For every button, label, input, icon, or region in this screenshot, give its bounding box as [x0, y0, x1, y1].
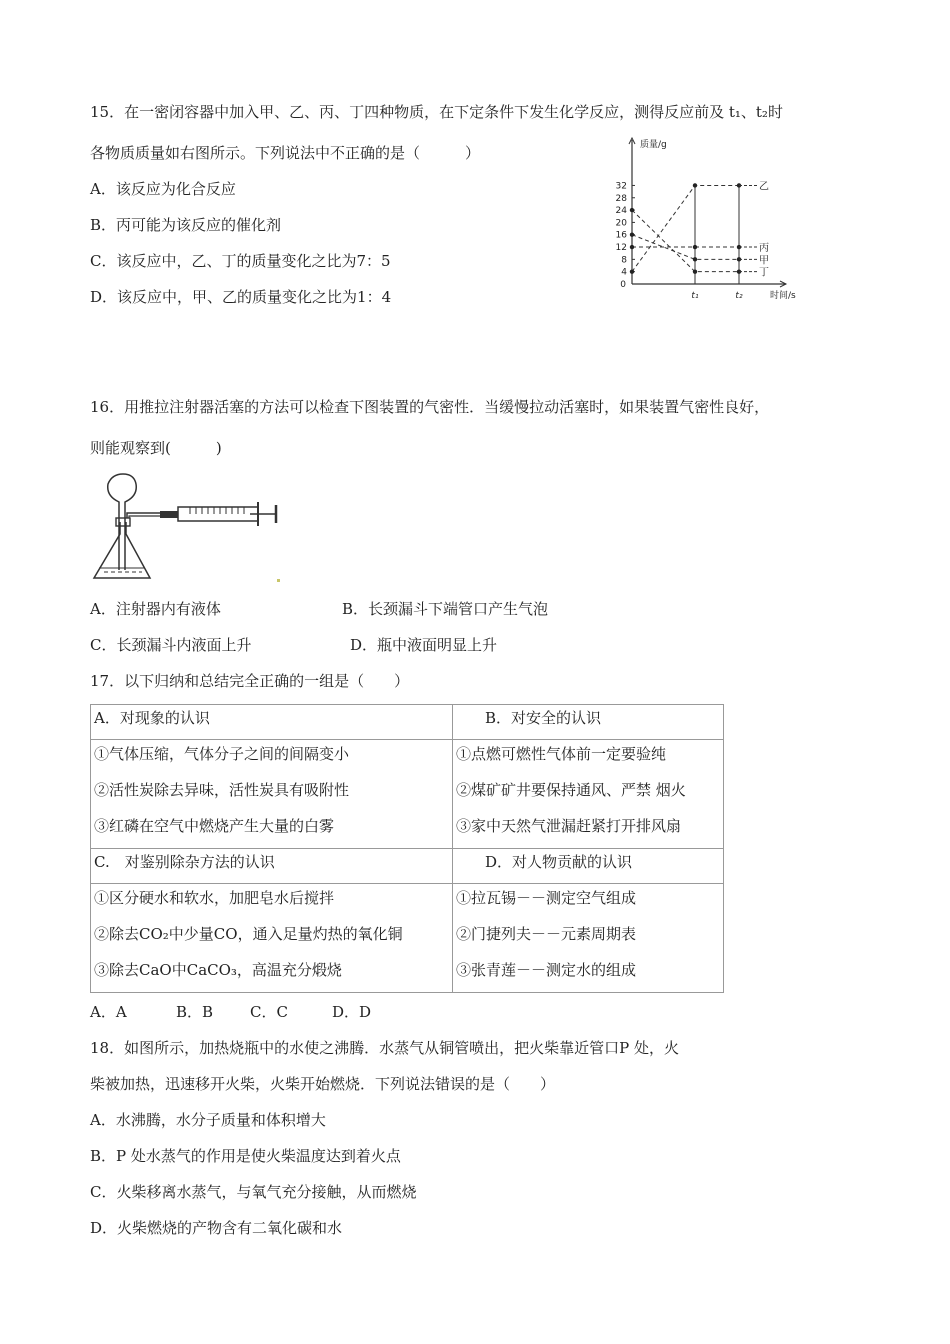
q18-stem-line2: 柴被加热，迅速移开火柴，火柴开始燃烧．下列说法错误的是（ ）: [90, 1075, 556, 1093]
long-neck-funnel: [108, 474, 137, 570]
data-point: [630, 208, 634, 212]
stray-dot: [277, 579, 280, 582]
data-point: [693, 257, 697, 261]
q18-option-a: A．水沸腾，水分子质量和体积增大: [90, 1111, 326, 1129]
q17-cell-c-items: [91, 884, 453, 993]
data-point: [630, 233, 634, 237]
q18-option-d: D．火柴燃烧的产物含有二氧化碳和水: [90, 1219, 343, 1237]
q17-b-item: ③家中天然气泄漏赶紧打开排风扇: [456, 817, 682, 835]
q16-option-d: D．瓶中液面明显上升: [350, 636, 498, 654]
rubber-stopper: [116, 518, 130, 526]
data-point: [693, 245, 697, 249]
data-point: [693, 183, 697, 187]
airtightness-apparatus-figure: [90, 472, 290, 587]
q16-stem-line1: 16．用推拉注射器活塞的方法可以检查下图装置的气密性．当缓慢拉动活塞时，如果装置气密性良好，: [90, 398, 770, 416]
q17-answer-d: D．D: [332, 1003, 372, 1021]
series-label: 甲: [759, 255, 769, 267]
q17-d-item: ③张青莲－－测定水的组成: [456, 961, 637, 979]
y-tick-label: 28: [615, 193, 627, 204]
series-line-乙: [632, 185, 739, 271]
y-tick-label: 32: [615, 181, 627, 192]
series-label: 丁: [759, 267, 769, 279]
q17-answer-a: A．A: [90, 1003, 127, 1021]
origin-label: 0: [620, 280, 626, 290]
q15-option-a: A．该反应为化合反应: [90, 180, 236, 198]
y-tick-label: 20: [615, 218, 627, 229]
x-tick-label: t₁: [691, 291, 699, 301]
q17-cell-b-title: B．对安全的认识: [453, 705, 724, 740]
y-tick-label: 12: [615, 243, 627, 254]
q18-option-c: C．火柴移离水蒸气，与氧气充分接触，从而燃烧: [90, 1183, 417, 1201]
y-tick-label: 24: [615, 206, 627, 217]
data-point: [630, 269, 634, 273]
q17-c-item: ①区分硬水和软水，加肥皂水后搅拌: [94, 889, 335, 907]
q17-cell-d-title: D．对人物贡献的认识: [453, 849, 724, 884]
q17-stem: 17．以下归纳和总结完全正确的一组是（ ）: [90, 672, 410, 690]
q17-cell-c-title: C. 对鉴别除杂方法的认识: [91, 849, 453, 884]
q16-option-a: A．注射器内有液体: [90, 600, 221, 618]
q17-summary-table: [90, 704, 724, 993]
q17-c-item: ③除去CaO中CaCO₃，高温充分煅烧: [94, 961, 342, 979]
y-tick-label: 4: [621, 267, 627, 278]
q17-b-item: ②煤矿矿井要保持通风、严禁 烟火: [456, 781, 686, 799]
q17-b-item: ①点燃可燃性气体前一定要验纯: [456, 745, 667, 763]
y-tick-label: 16: [615, 230, 627, 241]
q15-stem-line2: 各物质质量如右图所示。下列说法中不正确的是（ ）: [90, 144, 481, 162]
q17-c-item: ②除去CO₂中少量CO，通入足量灼热的氧化铜: [94, 925, 403, 943]
q17-a-item: ②活性炭除去异味，活性炭具有吸附性: [94, 781, 350, 799]
q16-stem-line2: 则能观察到( ): [90, 439, 222, 457]
q17-cell-a-title: A．对现象的认识: [91, 705, 453, 740]
conical-flask: [94, 522, 150, 578]
q17-a-item: ③红磷在空气中燃烧产生大量的白雾: [94, 817, 335, 835]
q17-answer-c: C．C: [250, 1003, 288, 1021]
q15-stem-line1: 15．在一密闭容器中加入甲、乙、丙、丁四种物质，在下定条件下发生化学反应，测得反应前及 t₁、t₂时: [90, 103, 783, 121]
q15-option-d: D．该反应中，甲、乙的质量变化之比为1：4: [90, 288, 392, 306]
q16-option-b: B．长颈漏斗下端管口产生气泡: [342, 600, 549, 618]
data-point: [693, 269, 697, 273]
q17-cell-a-items: [91, 740, 453, 849]
q15-option-c: C．该反应中，乙、丁的质量变化之比为7：5: [90, 252, 391, 270]
q17-answer-b: B．B: [176, 1003, 214, 1021]
q18-stem-line1: 18．如图所示，加热烧瓶中的水使之沸腾．水蒸气从铜管喷出，把火柴靠近管口P 处，火: [90, 1039, 679, 1057]
q17-d-item: ①拉瓦锡－－测定空气组成: [456, 889, 637, 907]
series-label: 丙: [759, 243, 769, 255]
q18-option-b: B．P 处水蒸气的作用是使火柴温度达到着火点: [90, 1147, 401, 1165]
x-axis-label: 时间/s: [770, 291, 796, 301]
q16-option-c: C．长颈漏斗内液面上升: [90, 636, 252, 654]
x-tick-label: t₂: [735, 291, 743, 301]
data-point: [630, 245, 634, 249]
y-tick-label: 8: [621, 255, 627, 266]
q17-cell-d-items: [453, 884, 724, 993]
q17-d-item: ②门捷列夫－－元素周期表: [456, 925, 637, 943]
y-axis-label: 质量/g: [640, 140, 667, 150]
q17-cell-b-items: [453, 740, 724, 849]
q17-a-item: ①气体压缩，气体分子之间的间隔变小: [94, 745, 350, 763]
q15-mass-time-chart: [598, 134, 798, 310]
q15-option-b: B．丙可能为该反应的催化剂: [90, 216, 282, 234]
series-label: 乙: [759, 181, 769, 193]
